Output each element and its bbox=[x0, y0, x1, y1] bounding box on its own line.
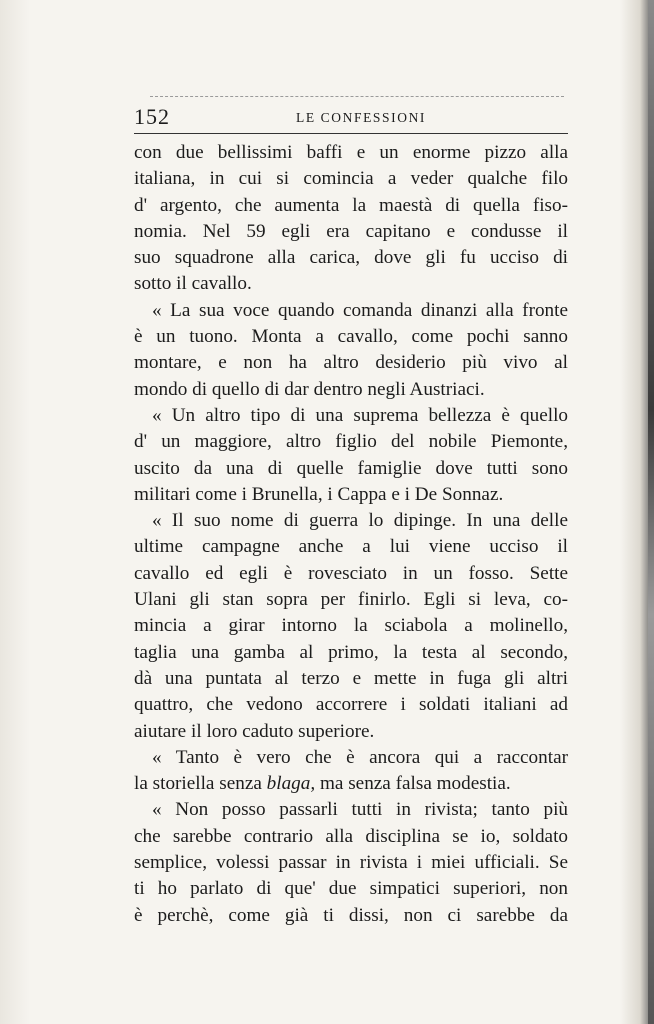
text-line: è perchè, come già ti dissi, non ci sarebbe da bbox=[134, 904, 568, 926]
italic-word: blaga, bbox=[266, 773, 316, 795]
text-line: « Un altro tipo di una suprema bellezza è quello bbox=[152, 404, 568, 426]
text-line: ti ho parlato di que' due simpatici superiori, non bbox=[134, 878, 568, 900]
text-line: italiana, in cui si comincia a veder qualche filo bbox=[134, 168, 568, 190]
text-line: che sarebbe contrario alla disciplina se io, soldato bbox=[134, 825, 568, 847]
text-line bbox=[134, 771, 568, 797]
text-fragment: ma senza falsa modestia. bbox=[315, 773, 511, 795]
running-title: LE CONFESSIONI bbox=[296, 110, 427, 125]
text-line: con due bellissimi baffi e un enorme pizzo alla bbox=[134, 142, 568, 163]
text-line: ultime campagne anche a lui viene ucciso il bbox=[134, 536, 568, 558]
text-line: taglia una gamba al primo, la testa al secondo, bbox=[134, 641, 568, 663]
text-line: quattro, che vedono accorrere i soldati italiani ad bbox=[134, 694, 568, 716]
header-top-rule bbox=[150, 96, 564, 97]
text-line: mincia a girar intorno la sciabola a molinello, bbox=[134, 615, 568, 637]
page-edge-shadow bbox=[648, 0, 654, 1024]
text-line: « Tanto è vero che è ancora qui a raccontar bbox=[152, 746, 568, 768]
page-number: 152 bbox=[134, 104, 170, 129]
text-line: sotto il cavallo. bbox=[134, 273, 252, 295]
header-bottom-rule bbox=[134, 133, 568, 134]
text-line: dà una puntata al terzo e mette in fuga gli altri bbox=[134, 667, 568, 689]
text-line: è un tuono. Monta a cavallo, come pochi sanno bbox=[134, 326, 568, 348]
page-header bbox=[134, 102, 568, 132]
text-line: uscito da una di quelle famiglie dove tutti sono bbox=[134, 457, 568, 479]
body-text bbox=[134, 140, 568, 929]
text-line: d' un maggiore, altro figlio del nobile Piemonte, bbox=[134, 431, 568, 453]
text-line: aiutare il loro caduto superiore. bbox=[134, 720, 375, 742]
text-line: nomia. Nel 59 egli era capitano e condusse il bbox=[134, 220, 568, 242]
text-line: « Non posso passarli tutti in rivista; tanto più bbox=[152, 799, 568, 821]
text-line: « La sua voce quando comanda dinanzi alla fronte bbox=[152, 299, 568, 321]
text-line: « Il suo nome di guerra lo dipinge. In una delle bbox=[152, 510, 568, 532]
text-line: militari come i Brunella, i Cappa e i De Sonnaz. bbox=[134, 483, 504, 505]
text-line: montare, e non ha altro desiderio più vivo al bbox=[134, 352, 568, 374]
text-line: semplice, volessi passar in rivista i miei ufficiali. Se bbox=[134, 852, 568, 874]
text-line: suo squadrone alla carica, dove gli fu ucciso di bbox=[134, 247, 568, 269]
text-line: Ulani gli stan sopra per finirlo. Egli si leva, co- bbox=[134, 589, 568, 611]
text-line: mondo di quello di dar dentro negli Austriaci. bbox=[134, 378, 485, 400]
text-fragment: la storiella senza bbox=[134, 773, 267, 795]
text-line: d' argento, che aumenta la maestà di quella fiso- bbox=[134, 194, 568, 216]
text-line: cavallo ed egli è rovesciato in un fosso. Sette bbox=[134, 562, 568, 584]
